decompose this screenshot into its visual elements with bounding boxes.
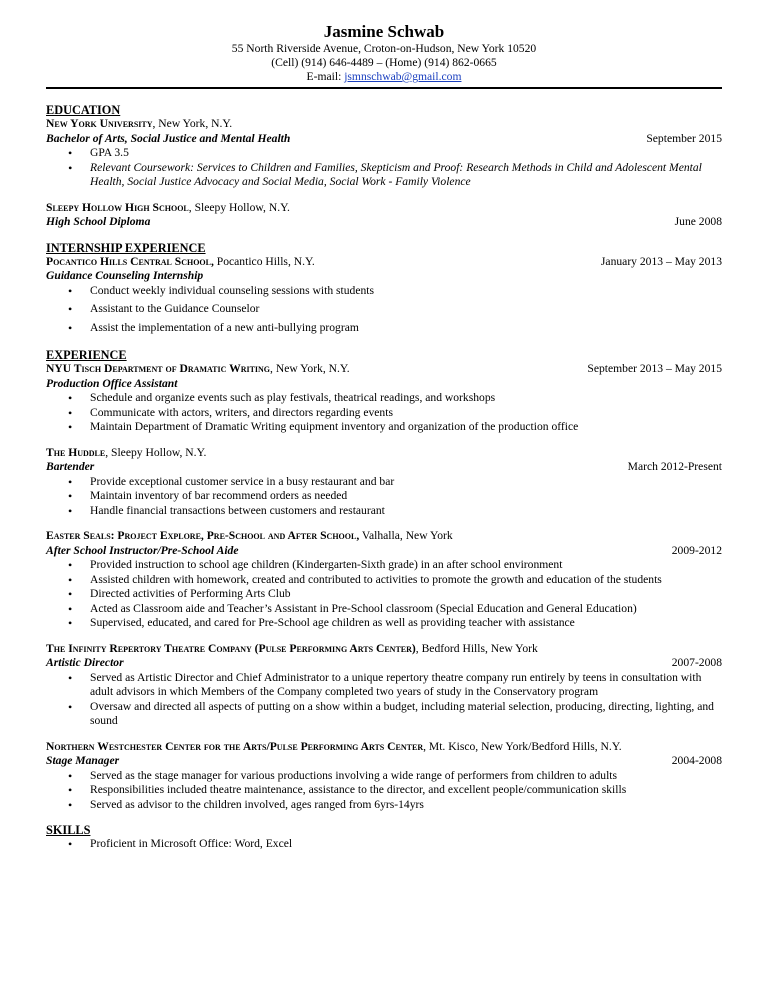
list-item: • Responsibilities included theatre maintenance, assistance to the director, and excellent people/communication skills <box>46 783 722 798</box>
job-dates: January 2013 – May 2013 <box>600 254 722 268</box>
email-link[interactable]: jsmnschwab@gmail.com <box>344 70 462 83</box>
list-item: • Communicate with actors, writers, and directors regarding events <box>46 406 722 421</box>
list-item: • Served as the stage manager for various productions involving a wide range of performers from children to adults <box>46 769 722 784</box>
list-item: • Assisted children with homework, created and contributed to activities to promote the growth and education of the students <box>46 573 722 588</box>
job-duties <box>46 671 722 729</box>
job-duties <box>46 558 722 631</box>
job-title: Stage Manager <box>46 754 120 767</box>
job-duties <box>46 475 722 519</box>
experience-heading: EXPERIENCE <box>46 348 127 362</box>
job-title: Production Office Assistant <box>46 376 178 390</box>
employer-location: Pocantico Hills, N.Y. <box>213 254 315 268</box>
list-item: • Handle financial transactions between customers and restaurant <box>46 504 722 519</box>
school-location: , New York, N.Y. <box>152 117 233 130</box>
job-duties <box>46 769 722 813</box>
skills-list <box>46 837 722 852</box>
list-item: • Directed activities of Performing Arts Club <box>46 587 722 602</box>
list-item: • Maintain inventory of bar recommend orders as needed <box>46 489 722 504</box>
internship-entry <box>46 255 722 270</box>
list-item: • Served as Artistic Director and Chief Administrator to a unique repertory theatre company run entirely by teens in consultation with adult advisors in which Members of the Company completed two years of study in the Conservatory program <box>46 671 722 700</box>
list-item: • Acted as Classroom aide and Teacher’s Assistant in Pre-School classroom (Special Education and General Education) <box>46 602 722 617</box>
list-item: • Schedule and organize events such as play festivals, theatrical readings, and workshops <box>46 391 722 406</box>
job-dates: 2009-2012 <box>671 543 722 557</box>
school-name: Sleepy Hollow High School <box>46 200 189 214</box>
list-item: • Assist the implementation of a new anti-bullying program <box>46 321 722 336</box>
school-name: New York University <box>46 117 153 130</box>
employer-name: The Huddle <box>46 445 106 459</box>
job-dates: 2007-2008 <box>671 656 722 669</box>
job-title: After School Instructor/Pre-School Aide <box>46 543 239 557</box>
employer-name: Easter Seals: Project Explore, Pre-School and After School, <box>46 529 360 542</box>
email-label: E-mail: <box>306 70 345 83</box>
list-item: • Provided instruction to school age children (Kindergarten-Sixth grade) in an after school environment <box>46 558 722 573</box>
list-item: • GPA 3.5 <box>46 146 722 161</box>
employer-location: Valhalla, New York <box>359 529 453 542</box>
list-item: • Relevant Coursework: Services to Children and Families, Skepticism and Proof: Research Methods in Child and Adolescent Mental Health, Social Justice Advocacy and Social Media, Social Work - Family Violence <box>46 161 722 190</box>
job-dates: 2004-2008 <box>671 754 722 767</box>
job-title: Artistic Director <box>46 656 124 669</box>
employer-location: , Sleepy Hollow, N.Y. <box>105 445 207 459</box>
graduation-date: June 2008 <box>674 215 722 228</box>
candidate-name: Jasmine Schwab <box>323 22 445 41</box>
job-title: Bartender <box>46 460 95 473</box>
list-item: • Proficient in Microsoft Office: Word, Excel <box>46 837 722 852</box>
header-divider <box>46 87 722 89</box>
employer-location: , New York, N.Y. <box>270 362 350 375</box>
job-entry <box>46 529 722 544</box>
job-entry <box>46 642 722 657</box>
job-entry <box>46 362 722 377</box>
list-item: • Conduct weekly individual counseling sessions with students <box>46 284 722 299</box>
list-item: • Assistant to the Guidance Counselor <box>46 302 722 317</box>
phone-numbers: (Cell) (914) 646-4489 – (Home) (914) 862-0665 <box>271 56 497 69</box>
employer-name: NYU Tisch Department of Dramatic Writing <box>46 362 271 375</box>
education-entry-1 <box>46 117 722 132</box>
job-entry <box>46 446 722 461</box>
employer-name: Pocantico Hills Central School, <box>46 254 214 268</box>
education-heading: EDUCATION <box>46 103 121 117</box>
graduation-date: September 2015 <box>646 131 722 145</box>
education-entry-2 <box>46 201 722 216</box>
degree: Bachelor of Arts, Social Justice and Mental Health <box>46 131 291 145</box>
resume-page <box>46 22 722 852</box>
internship-duties <box>46 284 722 336</box>
list-item: • Oversaw and directed all aspects of putting on a show within a budget, including material selection, producing, directing, lighting, and sound <box>46 700 722 729</box>
skills-heading: SKILLS <box>46 823 91 837</box>
address: 55 North Riverside Avenue, Croton-on-Hudson, New York 10520 <box>231 42 537 55</box>
email-line <box>46 70 722 84</box>
job-entry <box>46 740 722 755</box>
resume-header <box>46 22 722 84</box>
employer-location: , Mt. Kisco, New York/Bedford Hills, N.Y. <box>423 739 622 753</box>
job-duties <box>46 391 722 435</box>
employer-name: The Infinity Repertory Theatre Company (Pulse Performing Arts Center) <box>46 641 416 655</box>
degree: High School Diploma <box>46 215 151 228</box>
list-item: • Supervised, educated, and cared for Pre-School age children as well as providing teacher with assistance <box>46 616 722 631</box>
job-title: Guidance Counseling Internship <box>46 269 204 282</box>
list-item: • Served as advisor to the children involved, ages ranged from 6yrs-14yrs <box>46 798 722 813</box>
list-item: • Maintain Department of Dramatic Writing equipment inventory and organization of the production office <box>46 420 722 435</box>
employer-name: Northern Westchester Center for the Arts/Pulse Performing Arts Center <box>46 739 424 753</box>
school-location: , Sleepy Hollow, N.Y. <box>188 200 290 214</box>
education-details <box>46 146 722 190</box>
internship-heading: INTERNSHIP EXPERIENCE <box>46 240 206 255</box>
list-item: • Provide exceptional customer service in a busy restaurant and bar <box>46 475 722 490</box>
job-dates: March 2012-Present <box>627 460 722 473</box>
employer-location: , Bedford Hills, New York <box>415 641 538 655</box>
job-dates: September 2013 – May 2015 <box>587 362 722 375</box>
